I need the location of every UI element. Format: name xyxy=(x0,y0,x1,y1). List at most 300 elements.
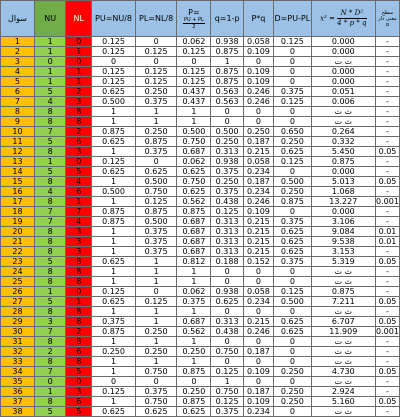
cell-q[interactable]: 1 xyxy=(211,57,243,67)
cell-question-number[interactable]: 19 xyxy=(1,217,35,227)
cell-pl[interactable]: 1 xyxy=(135,337,176,347)
cell-significance[interactable]: - xyxy=(375,57,399,67)
cell-q[interactable]: 0.250 xyxy=(211,177,243,187)
cell-q[interactable]: 0 xyxy=(211,107,243,117)
cell-pq[interactable]: 0.215 xyxy=(243,317,273,327)
cell-p[interactable]: 0.687 xyxy=(177,317,211,327)
cell-nu[interactable]: 4 xyxy=(34,187,65,197)
cell-nu[interactable]: 8 xyxy=(34,117,65,127)
cell-pu[interactable]: 0.875 xyxy=(92,327,136,337)
cell-significance[interactable]: - xyxy=(375,217,399,227)
cell-pu[interactable]: 1 xyxy=(92,277,136,287)
cell-nu[interactable]: 5 xyxy=(34,297,65,307)
cell-pu[interactable]: 1 xyxy=(92,117,136,127)
cell-p[interactable]: 0.437 xyxy=(177,87,211,97)
cell-pq[interactable]: 0 xyxy=(243,307,273,317)
cell-pl[interactable]: 0.125 xyxy=(135,297,176,307)
cell-significance[interactable]: - xyxy=(375,187,399,197)
cell-d[interactable]: 0 xyxy=(274,267,312,277)
cell-q[interactable]: 0.313 xyxy=(211,217,243,227)
cell-nl[interactable]: 1 xyxy=(66,77,92,87)
cell-significance[interactable]: - xyxy=(375,357,399,367)
cell-chi-square[interactable]: 0.264 xyxy=(311,127,375,137)
cell-chi-square[interactable]: ث ت xyxy=(311,107,375,117)
cell-pu[interactable]: 1 xyxy=(92,197,136,207)
cell-q[interactable]: 0.125 xyxy=(211,397,243,407)
cell-question-number[interactable]: 18 xyxy=(1,207,35,217)
cell-p[interactable]: 0.250 xyxy=(177,347,211,357)
cell-p[interactable]: 0.625 xyxy=(177,407,211,417)
cell-nl[interactable]: 8 xyxy=(66,257,92,267)
cell-d[interactable]: 0.125 xyxy=(274,287,312,297)
cell-significance[interactable]: - xyxy=(375,287,399,297)
cell-significance[interactable]: - xyxy=(375,137,399,147)
cell-nu[interactable]: 8 xyxy=(34,107,65,117)
cell-nl[interactable]: 6 xyxy=(66,137,92,147)
cell-question-number[interactable]: 27 xyxy=(1,297,35,307)
column-header-q[interactable]: q=1-p xyxy=(211,1,243,37)
cell-significance[interactable]: - xyxy=(375,347,399,357)
column-header-pq[interactable]: P*q xyxy=(243,1,273,37)
cell-p[interactable]: 0.625 xyxy=(177,167,211,177)
cell-pl[interactable]: 0.375 xyxy=(135,147,176,157)
cell-pu[interactable]: 1 xyxy=(92,397,136,407)
cell-significance[interactable]: - xyxy=(375,37,399,47)
cell-p[interactable]: 0.687 xyxy=(177,217,211,227)
cell-nl[interactable]: 2 xyxy=(66,327,92,337)
cell-chi-square[interactable]: 0.000 xyxy=(311,207,375,217)
cell-chi-square[interactable]: 3.153 xyxy=(311,247,375,257)
cell-chi-square[interactable]: 0.332 xyxy=(311,137,375,147)
cell-question-number[interactable]: 2 xyxy=(1,47,35,57)
cell-significance[interactable]: 0.05 xyxy=(375,297,399,307)
cell-q[interactable]: 0.125 xyxy=(211,207,243,217)
cell-pl[interactable]: 1 xyxy=(135,317,176,327)
cell-d[interactable]: 0.250 xyxy=(274,137,312,147)
cell-pq[interactable]: 0.215 xyxy=(243,247,273,257)
cell-pu[interactable]: 1 xyxy=(92,237,136,247)
cell-pu[interactable]: 0.625 xyxy=(92,87,136,97)
cell-d[interactable]: 0.625 xyxy=(274,227,312,237)
cell-nu[interactable]: 8 xyxy=(34,357,65,367)
cell-p[interactable]: 0.875 xyxy=(177,207,211,217)
cell-pl[interactable]: 0.875 xyxy=(135,207,176,217)
cell-q[interactable]: 0.500 xyxy=(211,127,243,137)
cell-question-number[interactable]: 38 xyxy=(1,407,35,417)
cell-question-number[interactable]: 26 xyxy=(1,287,35,297)
cell-p[interactable]: 0.875 xyxy=(177,397,211,407)
cell-significance[interactable]: - xyxy=(375,207,399,217)
column-header-p[interactable] xyxy=(177,1,211,37)
cell-q[interactable]: 0.250 xyxy=(211,137,243,147)
cell-q[interactable]: 0 xyxy=(211,117,243,127)
cell-pq[interactable]: 0.058 xyxy=(243,287,273,297)
cell-pu[interactable]: 0.125 xyxy=(92,157,136,167)
cell-pl[interactable]: 1 xyxy=(135,267,176,277)
cell-nl[interactable]: 2 xyxy=(66,87,92,97)
cell-question-number[interactable]: 35 xyxy=(1,377,35,387)
cell-significance[interactable]: 0.01 xyxy=(375,237,399,247)
cell-d[interactable]: 0 xyxy=(274,167,312,177)
cell-d[interactable]: 0.250 xyxy=(274,387,312,397)
cell-d[interactable]: 0 xyxy=(274,47,312,57)
cell-nu[interactable]: 1 xyxy=(34,37,65,47)
cell-significance[interactable]: - xyxy=(375,167,399,177)
cell-pu[interactable]: 1 xyxy=(92,367,136,377)
cell-q[interactable]: 0 xyxy=(211,337,243,347)
cell-chi-square[interactable]: 4.730 xyxy=(311,367,375,377)
cell-nu[interactable]: 5 xyxy=(34,407,65,417)
cell-p[interactable]: 1 xyxy=(177,277,211,287)
cell-pq[interactable]: 0.246 xyxy=(243,97,273,107)
cell-pq[interactable]: 0.234 xyxy=(243,407,273,417)
cell-pu[interactable]: 0.625 xyxy=(92,257,136,267)
cell-pq[interactable]: 0.109 xyxy=(243,67,273,77)
cell-pu[interactable]: 0.125 xyxy=(92,37,136,47)
cell-chi-square[interactable]: ث ت xyxy=(311,307,375,317)
cell-pq[interactable]: 0 xyxy=(243,57,273,67)
cell-significance[interactable]: - xyxy=(375,277,399,287)
cell-nl[interactable]: 3 xyxy=(66,387,92,397)
cell-nl[interactable]: 0 xyxy=(66,37,92,47)
cell-nu[interactable]: 5 xyxy=(34,257,65,267)
cell-nl[interactable]: 8 xyxy=(66,107,92,117)
cell-nl[interactable]: 8 xyxy=(66,357,92,367)
cell-chi-square[interactable]: 2.924 xyxy=(311,387,375,397)
cell-p[interactable]: 0.875 xyxy=(177,367,211,377)
cell-significance[interactable]: - xyxy=(375,67,399,77)
cell-p[interactable]: 0.687 xyxy=(177,147,211,157)
cell-pq[interactable]: 0.215 xyxy=(243,147,273,157)
cell-pu[interactable]: 0.875 xyxy=(92,207,136,217)
cell-pq[interactable]: 0.234 xyxy=(243,297,273,307)
cell-q[interactable]: 1 xyxy=(211,377,243,387)
column-header-pu[interactable]: PU=NU/8 xyxy=(92,1,136,37)
cell-nu[interactable]: 2 xyxy=(34,347,65,357)
cell-significance[interactable]: - xyxy=(375,87,399,97)
cell-significance[interactable]: - xyxy=(375,47,399,57)
cell-significance[interactable]: - xyxy=(375,127,399,137)
cell-significance[interactable]: 0.05 xyxy=(375,177,399,187)
cell-d[interactable]: 0 xyxy=(274,277,312,287)
column-header-nu[interactable]: NU xyxy=(34,1,65,37)
cell-nu[interactable]: 7 xyxy=(34,217,65,227)
cell-nl[interactable]: 0 xyxy=(66,157,92,167)
cell-nl[interactable]: 3 xyxy=(66,237,92,247)
cell-q[interactable]: 0.313 xyxy=(211,227,243,237)
cell-d[interactable]: 0.875 xyxy=(274,197,312,207)
cell-significance[interactable]: - xyxy=(375,107,399,117)
cell-pl[interactable]: 0 xyxy=(135,37,176,47)
cell-p[interactable]: 0 xyxy=(177,57,211,67)
cell-nl[interactable]: 8 xyxy=(66,307,92,317)
cell-q[interactable]: 0.125 xyxy=(211,367,243,377)
cell-chi-square[interactable]: 5.319 xyxy=(311,257,375,267)
cell-d[interactable]: 0.650 xyxy=(274,127,312,137)
cell-q[interactable]: 0 xyxy=(211,357,243,367)
cell-pl[interactable]: 0.875 xyxy=(135,137,176,147)
cell-d[interactable]: 0 xyxy=(274,357,312,367)
cell-pq[interactable]: 0.250 xyxy=(243,127,273,137)
cell-pq[interactable]: 0.187 xyxy=(243,177,273,187)
cell-p[interactable]: 0.437 xyxy=(177,97,211,107)
cell-question-number[interactable]: 32 xyxy=(1,347,35,357)
cell-nu[interactable]: 8 xyxy=(34,277,65,287)
cell-pu[interactable]: 0.500 xyxy=(92,97,136,107)
cell-pq[interactable]: 0.234 xyxy=(243,167,273,177)
cell-p[interactable]: 1 xyxy=(177,307,211,317)
cell-p[interactable]: 0.750 xyxy=(177,177,211,187)
cell-p[interactable]: 1 xyxy=(177,357,211,367)
cell-chi-square[interactable]: ث ت xyxy=(311,407,375,417)
cell-nl[interactable]: 3 xyxy=(66,147,92,157)
cell-pl[interactable]: 0.125 xyxy=(135,77,176,87)
cell-pu[interactable]: 0 xyxy=(92,377,136,387)
cell-nl[interactable]: 8 xyxy=(66,277,92,287)
cell-d[interactable]: 0 xyxy=(274,407,312,417)
cell-pl[interactable]: 0.375 xyxy=(135,237,176,247)
cell-d[interactable]: 0 xyxy=(274,377,312,387)
cell-question-number[interactable]: 21 xyxy=(1,237,35,247)
cell-chi-square[interactable]: ث ت xyxy=(311,337,375,347)
cell-p[interactable]: 0.062 xyxy=(177,287,211,297)
cell-d[interactable]: 0.375 xyxy=(274,257,312,267)
cell-nu[interactable]: 7 xyxy=(34,367,65,377)
cell-pq[interactable]: 0.109 xyxy=(243,77,273,87)
cell-nu[interactable]: 5 xyxy=(34,137,65,147)
cell-q[interactable]: 0.875 xyxy=(211,47,243,57)
cell-d[interactable]: 0 xyxy=(274,77,312,87)
cell-nu[interactable]: 1 xyxy=(34,77,65,87)
cell-significance[interactable]: 0.05 xyxy=(375,147,399,157)
cell-q[interactable]: 0.313 xyxy=(211,317,243,327)
cell-question-number[interactable]: 31 xyxy=(1,337,35,347)
cell-pu[interactable]: 0.125 xyxy=(92,287,136,297)
cell-pl[interactable]: 0 xyxy=(135,157,176,167)
cell-d[interactable]: 0.625 xyxy=(274,247,312,257)
cell-pq[interactable]: 0 xyxy=(243,267,273,277)
cell-pq[interactable]: 0.109 xyxy=(243,47,273,57)
column-header-d[interactable]: D=PU-PL xyxy=(274,1,312,37)
cell-p[interactable]: 0.250 xyxy=(177,387,211,397)
cell-pq[interactable]: 0.187 xyxy=(243,137,273,147)
cell-pu[interactable]: 0.875 xyxy=(92,217,136,227)
cell-question-number[interactable]: 20 xyxy=(1,227,35,237)
cell-nl[interactable]: 1 xyxy=(66,47,92,57)
cell-pl[interactable]: 0 xyxy=(135,287,176,297)
cell-pl[interactable]: 0 xyxy=(135,377,176,387)
cell-nu[interactable]: 0 xyxy=(34,377,65,387)
column-header-significance[interactable]: سطح معنی دار α xyxy=(375,1,399,37)
cell-pq[interactable]: 0.058 xyxy=(243,157,273,167)
cell-pu[interactable]: 0.625 xyxy=(92,137,136,147)
cell-significance[interactable]: - xyxy=(375,157,399,167)
cell-pq[interactable]: 0.187 xyxy=(243,387,273,397)
cell-pu[interactable]: 0.250 xyxy=(92,347,136,357)
cell-d[interactable]: 0.625 xyxy=(274,327,312,337)
cell-nu[interactable]: 1 xyxy=(34,67,65,77)
cell-chi-square[interactable]: 5.160 xyxy=(311,397,375,407)
cell-nl[interactable]: 6 xyxy=(66,397,92,407)
cell-pu[interactable]: 1 xyxy=(92,357,136,367)
cell-question-number[interactable]: 22 xyxy=(1,247,35,257)
cell-q[interactable]: 0.875 xyxy=(211,77,243,87)
cell-significance[interactable]: - xyxy=(375,267,399,277)
cell-d[interactable]: 0 xyxy=(274,347,312,357)
cell-pu[interactable]: 0.125 xyxy=(92,67,136,77)
cell-q[interactable]: 0.938 xyxy=(211,157,243,167)
cell-pl[interactable]: 0.750 xyxy=(135,397,176,407)
cell-d[interactable]: 0 xyxy=(274,117,312,127)
cell-question-number[interactable]: 15 xyxy=(1,177,35,187)
cell-p[interactable]: 0.625 xyxy=(177,187,211,197)
cell-pu[interactable]: 1 xyxy=(92,247,136,257)
cell-chi-square[interactable]: 11.909 xyxy=(311,327,375,337)
cell-chi-square[interactable]: 5.450 xyxy=(311,147,375,157)
cell-significance[interactable]: - xyxy=(375,377,399,387)
cell-nl[interactable]: 8 xyxy=(66,337,92,347)
cell-pq[interactable]: 0.109 xyxy=(243,367,273,377)
cell-pq[interactable]: 0.109 xyxy=(243,207,273,217)
cell-d[interactable]: 0 xyxy=(274,337,312,347)
column-header-pl[interactable]: PL=NL/8 xyxy=(135,1,176,37)
cell-question-number[interactable]: 4 xyxy=(1,67,35,77)
cell-pq[interactable]: 0 xyxy=(243,107,273,117)
cell-pu[interactable]: 1 xyxy=(92,337,136,347)
cell-pu[interactable]: 0.125 xyxy=(92,47,136,57)
cell-question-number[interactable]: 11 xyxy=(1,137,35,147)
cell-pu[interactable]: 0 xyxy=(92,57,136,67)
cell-p[interactable]: 0.687 xyxy=(177,227,211,237)
cell-nu[interactable]: 1 xyxy=(34,157,65,167)
cell-question-number[interactable]: 7 xyxy=(1,97,35,107)
cell-d[interactable]: 0.375 xyxy=(274,217,312,227)
cell-chi-square[interactable]: 9.538 xyxy=(311,237,375,247)
cell-pl[interactable]: 0.375 xyxy=(135,227,176,237)
cell-pu[interactable]: 1 xyxy=(92,177,136,187)
cell-d[interactable]: 0.250 xyxy=(274,187,312,197)
cell-nu[interactable]: 8 xyxy=(34,267,65,277)
cell-q[interactable]: 0 xyxy=(211,267,243,277)
cell-significance[interactable]: 0.001 xyxy=(376,197,399,206)
cell-nu[interactable]: 5 xyxy=(34,87,65,97)
cell-question-number[interactable]: 30 xyxy=(1,327,35,337)
cell-pl[interactable]: 0.500 xyxy=(135,217,176,227)
cell-pl[interactable]: 0.250 xyxy=(135,127,176,137)
cell-chi-square[interactable]: ث ت xyxy=(311,347,375,357)
cell-pu[interactable]: 0.375 xyxy=(92,317,136,327)
cell-question-number[interactable]: 5 xyxy=(1,77,35,87)
cell-q[interactable]: 0.313 xyxy=(211,247,243,257)
cell-nu[interactable]: 7 xyxy=(34,207,65,217)
cell-nu[interactable]: 8 xyxy=(34,337,65,347)
column-header-nl[interactable]: NL xyxy=(66,1,92,37)
cell-pq[interactable]: 0.152 xyxy=(243,257,273,267)
cell-question-number[interactable]: 23 xyxy=(1,257,35,267)
cell-chi-square[interactable]: 0.875 xyxy=(311,157,375,167)
cell-significance[interactable]: 0.05 xyxy=(375,317,399,327)
cell-significance[interactable]: - xyxy=(375,407,399,417)
cell-question-number[interactable]: 17 xyxy=(1,197,35,207)
cell-question-number[interactable]: 10 xyxy=(1,127,35,137)
cell-significance[interactable]: - xyxy=(375,77,399,87)
cell-p[interactable]: 0.562 xyxy=(177,197,211,207)
cell-pq[interactable]: 0.246 xyxy=(243,87,273,97)
cell-significance[interactable]: - xyxy=(375,387,399,397)
cell-d[interactable]: 0.625 xyxy=(274,317,312,327)
cell-q[interactable]: 0.750 xyxy=(211,387,243,397)
cell-q[interactable]: 0.438 xyxy=(211,327,243,337)
cell-pu[interactable]: 0.875 xyxy=(92,127,136,137)
cell-nl[interactable]: 0 xyxy=(66,287,92,297)
cell-nl[interactable]: 1 xyxy=(66,67,92,77)
cell-pl[interactable]: 0.500 xyxy=(135,177,176,187)
cell-pq[interactable]: 0 xyxy=(243,277,273,287)
cell-nl[interactable]: 2 xyxy=(66,127,92,137)
cell-pq[interactable]: 0.246 xyxy=(243,197,273,207)
cell-significance[interactable]: - xyxy=(375,337,399,347)
cell-chi-square[interactable]: 6.707 xyxy=(311,317,375,327)
cell-nl[interactable]: 0 xyxy=(66,377,92,387)
cell-pl[interactable]: 0.750 xyxy=(135,187,176,197)
cell-q[interactable]: 0.938 xyxy=(211,37,243,47)
cell-chi-square[interactable]: 0.051 xyxy=(311,87,375,97)
cell-nu[interactable]: 8 xyxy=(34,397,65,407)
cell-pu[interactable]: 0.500 xyxy=(92,187,136,197)
cell-pu[interactable]: 0.625 xyxy=(92,407,136,417)
cell-pq[interactable]: 0.246 xyxy=(243,327,273,337)
cell-nl[interactable]: 3 xyxy=(66,247,92,257)
cell-chi-square[interactable]: ث ت xyxy=(311,57,375,67)
cell-nl[interactable]: 3 xyxy=(66,227,92,237)
cell-nl[interactable]: 8 xyxy=(66,267,92,277)
cell-pu[interactable]: 0.625 xyxy=(92,297,136,307)
cell-q[interactable]: 0.625 xyxy=(211,297,243,307)
cell-pl[interactable]: 1 xyxy=(135,107,176,117)
cell-d[interactable]: 0.250 xyxy=(274,397,312,407)
cell-chi-square[interactable]: 7.211 xyxy=(311,297,375,307)
cell-pu[interactable]: 1 xyxy=(92,147,136,157)
cell-q[interactable]: 0.563 xyxy=(211,97,243,107)
cell-p[interactable]: 0.375 xyxy=(177,297,211,307)
cell-p[interactable]: 0.062 xyxy=(177,157,211,167)
cell-nl[interactable]: 5 xyxy=(66,367,92,377)
cell-pu[interactable]: 1 xyxy=(92,267,136,277)
cell-pl[interactable]: 0.250 xyxy=(135,347,176,357)
cell-nl[interactable]: 7 xyxy=(66,207,92,217)
cell-chi-square[interactable]: 0.000 xyxy=(311,37,375,47)
cell-chi-square[interactable]: ث ت xyxy=(311,117,375,127)
cell-p[interactable]: 0.750 xyxy=(177,137,211,147)
cell-nl[interactable]: 0 xyxy=(66,57,92,67)
cell-pu[interactable]: 0.125 xyxy=(92,387,136,397)
cell-nl[interactable]: 8 xyxy=(66,317,92,327)
cell-pq[interactable]: 0.215 xyxy=(243,237,273,247)
cell-pu[interactable]: 1 xyxy=(92,307,136,317)
cell-p[interactable]: 0.812 xyxy=(177,257,211,267)
cell-q[interactable]: 0.375 xyxy=(211,187,243,197)
cell-nu[interactable]: 8 xyxy=(34,237,65,247)
cell-pq[interactable]: 0 xyxy=(243,117,273,127)
cell-question-number[interactable]: 1 xyxy=(1,37,35,47)
cell-d[interactable]: 0 xyxy=(274,207,312,217)
cell-question-number[interactable]: 8 xyxy=(1,107,35,117)
cell-nu[interactable]: 3 xyxy=(34,317,65,327)
cell-p[interactable]: 0.125 xyxy=(177,77,211,87)
column-header-chi-square[interactable] xyxy=(311,1,375,37)
cell-q[interactable]: 0.313 xyxy=(211,147,243,157)
cell-question-number[interactable]: 13 xyxy=(1,157,35,167)
